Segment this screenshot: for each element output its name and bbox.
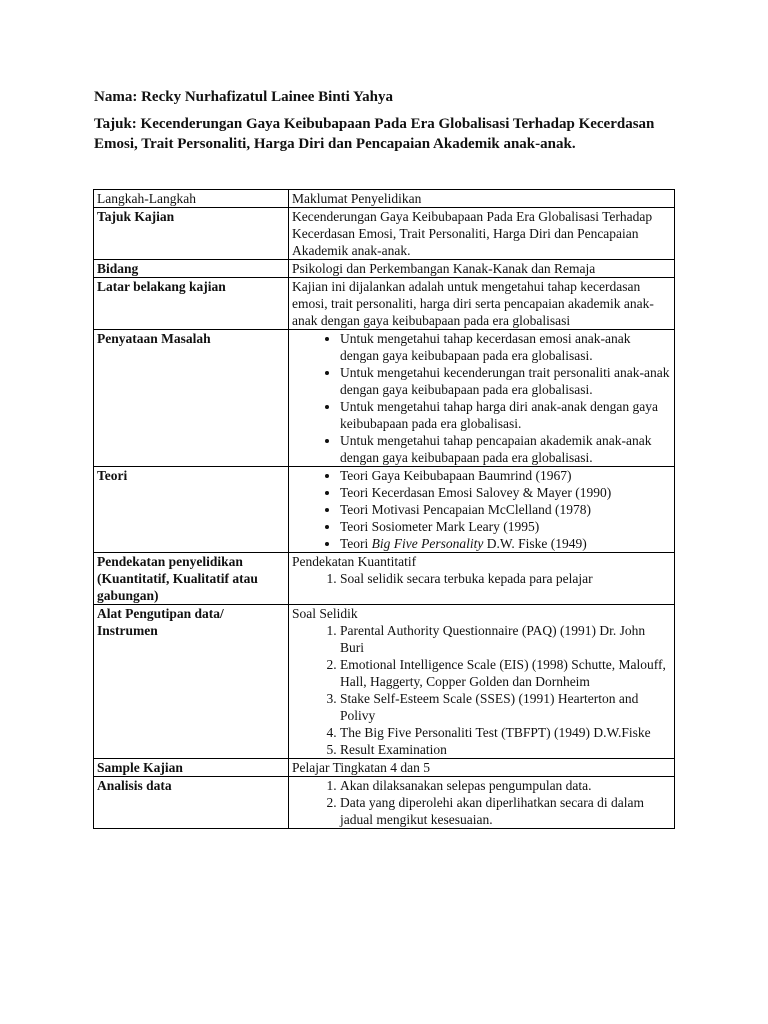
list-item: • Teori Sosiometer Mark Leary (1995) [340,518,671,535]
row-alat-pengutipan [94,605,675,759]
masalah-list [292,330,671,466]
list-item: 2. Data yang diperolehi akan diperlihatkan secara di dalam jadual mengikut kesesuaian. [340,794,671,828]
analisis-list [292,777,671,828]
row-label: Latar belakang kajian [94,278,289,330]
row-label: Penyataan Masalah [94,330,289,467]
list-item: • Untuk mengetahui tahap pencapaian akademik anak-anak dengan gaya keibubapaan pada era globalisasi. [340,432,671,466]
row-label: Bidang [94,260,289,278]
list-item: • Teori Kecerdasan Emosi Salovey & Mayer (1990) [340,484,671,501]
list-item: • Untuk mengetahui tahap harga diri anak-anak dengan gaya keibubapaan pada era globalisasi. [340,398,671,432]
row-value: Kajian ini dijalankan adalah untuk mengetahui tahap kecerdasan emosi, trait personaliti, harga diri serta pencapaian akademik anak-anak dengan gaya keibubapaan pada era globalisasi [289,278,675,330]
document-title: Tajuk: Kecenderungan Gaya Keibubapaan Pada Era Globalisasi Terhadap Kecerdasan Emosi, Trait Personaliti, Harga Diri dan Pencapaian Akademik anak-anak. [94,116,655,152]
list-item: 1. Parental Authority Questionnaire (PAQ) (1991) Dr. John Buri [340,622,671,656]
student-name: Nama: Recky Nurhafizatul Lainee Binti Yahya [94,89,394,105]
row-latar-belakang [94,278,675,330]
list-item: 1. Soal selidik secara terbuka kepada para pelajar [340,570,671,587]
row-value: Pelajar Tingkatan 4 dan 5 [289,759,675,777]
row-label: Alat Pengutipan data/ Instrumen [94,605,289,759]
research-info-table [93,189,675,829]
list-item: • Untuk mengetahui tahap kecerdasan emosi anak-anak dengan gaya keibubapaan pada era globalisasi. [340,330,671,364]
row-analisis [94,777,675,829]
list-item: • Teori Motivasi Pencapaian McClelland (1978) [340,501,671,518]
table-header-row [94,190,675,208]
alat-list [292,622,671,758]
list-item [340,535,671,552]
header-langkah: Langkah-Langkah [94,190,289,208]
alat-intro: Soal Selidik [292,606,358,621]
pendekatan-list [292,570,671,587]
row-sample [94,759,675,777]
teori-last-italic: Big Five Personality [371,536,484,551]
list-item: 4. The Big Five Personaliti Test (TBFPT) (1949) D.W.Fiske [340,724,671,741]
row-label: Analisis data [94,777,289,829]
list-item: • Untuk mengetahui kecenderungan trait personaliti anak-anak dengan gaya keibubapaan pada era globalisasi. [340,364,671,398]
teori-last-prefix: Teori [340,536,372,551]
row-teori [94,467,675,553]
row-value [289,777,675,829]
list-item: 1. Akan dilaksanakan selepas pengumpulan data. [340,777,671,794]
row-bidang [94,260,675,278]
list-item: • Teori Gaya Keibubapaan Baumrind (1967) [340,467,671,484]
row-label: Sample Kajian [94,759,289,777]
row-value: Kecenderungan Gaya Keibubapaan Pada Era Globalisasi Terhadap Kecerdasan Emosi, Trait Personaliti, Harga Diri dan Pencapaian Akademik anak-anak. [289,208,675,260]
row-value [289,605,675,759]
row-tajuk-kajian [94,208,675,260]
row-value [289,553,675,605]
header-maklumat: Maklumat Penyelidikan [289,190,675,208]
row-pendekatan [94,553,675,605]
list-item: 5. Result Examination [340,741,671,758]
row-penyataan-masalah [94,330,675,467]
pendekatan-intro: Pendekatan Kuantitatif [292,554,417,569]
teori-last-suffix: D.W. Fiske (1949) [483,536,587,551]
row-value: Psikologi dan Perkembangan Kanak-Kanak dan Remaja [289,260,675,278]
teori-list [292,467,671,552]
row-value [289,467,675,553]
row-value [289,330,675,467]
row-label: Pendekatan penyelidikan (Kuantitatif, Kualitatif atau gabungan) [94,553,289,605]
list-item: 2. Emotional Intelligence Scale (EIS) (1998) Schutte, Malouff, Hall, Haggerty, Copper Golden dan Dornheim [340,656,671,690]
row-label: Teori [94,467,289,553]
row-label: Tajuk Kajian [94,208,289,260]
list-item: 3. Stake Self-Esteem Scale (SSES) (1991) Hearterton and Polivy [340,690,671,724]
